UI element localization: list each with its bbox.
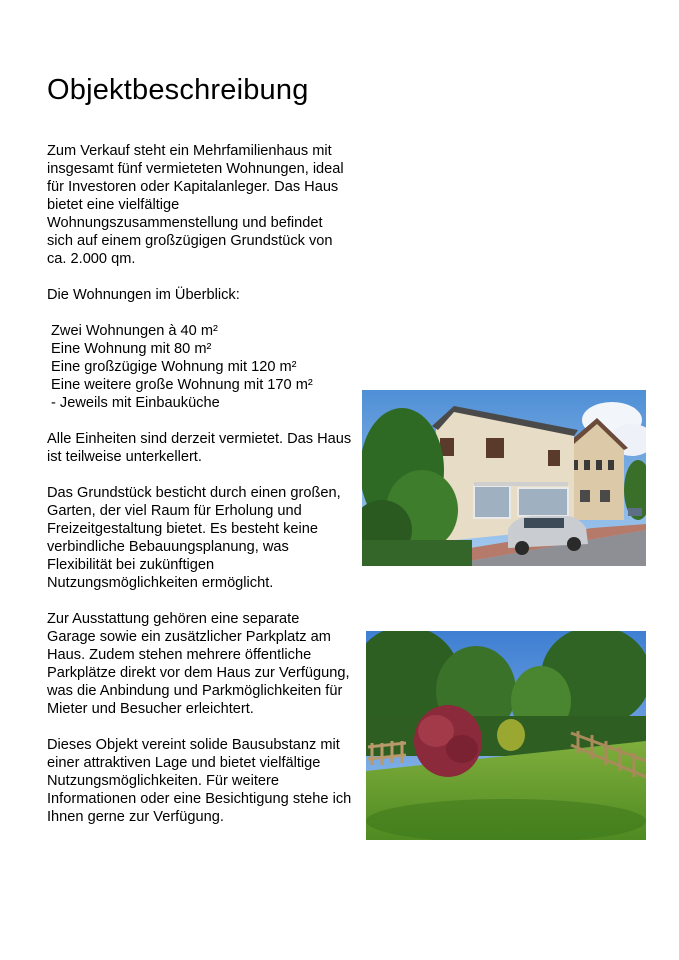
description-text [47, 142, 352, 844]
paragraph-rented: Alle Einheiten sind derzeit vermietet. Das Haus ist teilweise unterkellert. [47, 431, 352, 465]
garden-photo [366, 631, 646, 840]
list-item: - Jeweils mit Einbauküche [51, 395, 220, 411]
house-photo [362, 390, 646, 566]
paragraph-closing: Dieses Objekt vereint solide Bausubstanz mit einer attraktiven Lage und bietet vielfältige Nutzungsmöglichkeiten. Für weitere Informationen oder eine Besichtigung stehe ich Ihnen gerne zur Verfügung. [47, 737, 352, 825]
paragraph-intro: Zum Verkauf steht ein Mehrfamilienhaus mit insgesamt fünf vermieteten Wohnungen, ideal für Investoren oder Kapitalanleger. Das Haus bietet eine vielfältige Wohnungszusammenstellung und befindet sich auf einem großzügigen Grundstück von ca. 2.000 qm. [47, 143, 344, 267]
apartment-list [47, 322, 352, 412]
paragraph-plot: Das Grundstück besticht durch einen großen, Garten, der viel Raum für Erholung und Freizeitgestaltung bietet. Es besteht keine verbindliche Bebauungsplanung, was Flexibilität bei zukünftigen Nutzungsmöglichkeiten ermöglicht. [47, 485, 341, 591]
paragraph-equipment: Zur Ausstattung gehören eine separate Garage sowie ein zusätzlicher Parkplatz am Haus. Zudem stehen mehrere öffentliche Parkplätze direkt vor dem Haus zur Verfügung, was die Anbindung und Parkmöglichkeiten für Mieter und Besucher erleichtert. [47, 611, 350, 717]
page-title: Objektbeschreibung [47, 74, 309, 106]
paragraph-overview-heading: Die Wohnungen im Überblick: [47, 287, 240, 303]
list-item: Zwei Wohnungen à 40 m² [51, 323, 218, 339]
list-item: Eine großzügige Wohnung mit 120 m² [51, 359, 297, 375]
list-item: Eine weitere große Wohnung mit 170 m² [51, 377, 313, 393]
list-item: Eine Wohnung mit 80 m² [51, 341, 212, 357]
